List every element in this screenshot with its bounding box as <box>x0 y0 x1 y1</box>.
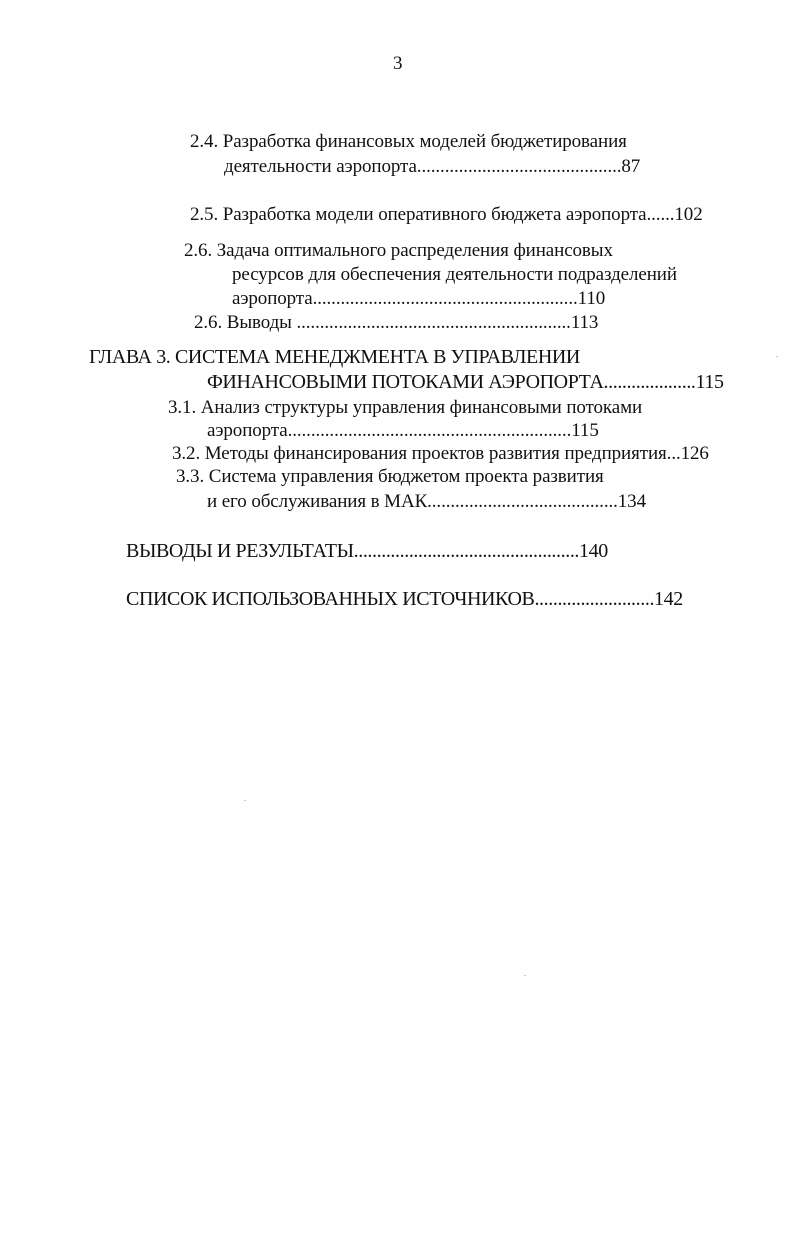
toc-conclusions-results-line1: ВЫВОДЫ И РЕЗУЛЬТАТЫ.................................................140 <box>126 540 608 562</box>
toc-entry-2-4-line1: 2.4. Разработка финансовых моделей бюджетирования <box>190 131 627 152</box>
toc-entry-2-6-optimal-line1: 2.6. Задача оптимального распределения финансовых <box>184 240 613 261</box>
toc-entry-2-5-line1: 2.5. Разработка модели оперативного бюджета аэропорта......102 <box>190 204 703 225</box>
scan-speck <box>524 975 526 976</box>
toc-entry-2-6-optimal-line2: ресурсов для обеспечения деятельности подразделений <box>232 264 677 285</box>
toc-entry-3-2-line1: 3.2. Методы финансирования проектов развития предприятия...126 <box>172 443 709 464</box>
toc-chapter-3-line2: ФИНАНСОВЫМИ ПОТОКАМИ АЭРОПОРТА....................115 <box>207 371 724 393</box>
toc-entry-3-3-line1: 3.3. Система управления бюджетом проекта развития <box>176 466 604 487</box>
toc-entry-2-6-conclusions-line1: 2.6. Выводы ...........................................................113 <box>194 312 599 333</box>
scan-speck <box>244 800 246 801</box>
toc-chapter-3-line1: ГЛАВА 3. СИСТЕМА МЕНЕДЖМЕНТА В УПРАВЛЕНИИ <box>89 346 580 368</box>
toc-entry-3-3-line2: и его обслуживания в МАК.........................................134 <box>207 491 646 512</box>
toc-references-line1: СПИСОК ИСПОЛЬЗОВАННЫХ ИСТОЧНИКОВ..........................142 <box>126 588 683 610</box>
toc-entry-3-1-line2: аэропорта.............................................................115 <box>207 420 599 441</box>
toc-entry-2-6-optimal-line3: аэропорта.........................................................110 <box>232 288 606 309</box>
toc-entry-3-1-line1: 3.1. Анализ структуры управления финансовыми потоками <box>168 397 643 418</box>
scan-speck <box>776 356 778 357</box>
toc-entry-2-4-line2: деятельности аэропорта............................................87 <box>224 156 641 177</box>
page-number: 3 <box>393 53 403 74</box>
